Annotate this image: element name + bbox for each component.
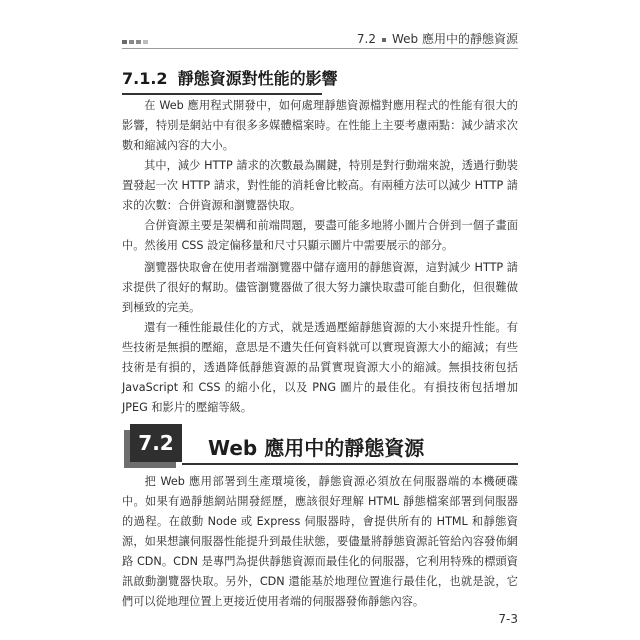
- section-title: 靜態資源對性能的影響: [177, 69, 338, 88]
- section-heading-712: [122, 66, 338, 89]
- section-heading-underline: [122, 93, 322, 95]
- paragraph: 在 Web 應用程式開發中，如何處理靜態資源檔對應用程式的性能有很大的影響，特別是網站中有很多多媒體檔案時。在性能上主要考慮兩點：減少請求次數和縮減內容的大小。: [122, 99, 518, 152]
- paragraph: 把 Web 應用部署到生產環境後，靜態資源必須放在伺服器端的本機硬碟中。如果有過靜態網站開發經歷，應該很好理解 HTML 靜態檔案部署到伺服器的過程。在啟動 Node 或 Express 伺服器時，會提供所有的 HTML 和靜態資源，如果想讓伺服器性能提升到最佳狀態，要儘量將靜態資源託管給內容發佈網路 CDN。CDN 是專門為提供靜態資源而最佳化的伺服器，它利用特殊的標頭資訊啟動瀏覽器快取。另外，CDN 還能基於地理位置進行最佳化，也就是說，它們可以從地理位置上更接近使用者端的伺服器發佈靜態內容。: [122, 475, 518, 608]
- running-header-section-title: Web 應用中的靜態資源: [392, 32, 518, 46]
- running-header-section-number: 7.2: [356, 32, 377, 46]
- section-heading-72: Web 應用中的靜態資源: [208, 436, 425, 460]
- running-header-title: [357, 30, 518, 47]
- section-heading-underline: [182, 463, 518, 465]
- paragraph: 瀏覽器快取會在使用者端瀏覽器中儲存適用的靜態資源，這對減少 HTTP 請求提供了很好的幫助。儘管瀏覽器做了很大努力讓快取盡可能自動化，但很難做到極致的完美。: [122, 261, 518, 314]
- section-number-badge: 7.2: [130, 424, 182, 462]
- separator-square-icon: [382, 38, 386, 42]
- section-number: 7.1.2: [122, 69, 168, 88]
- header-ornament: [122, 40, 148, 44]
- paragraph: 其中，減少 HTTP 請求的次數最為關鍵，特別是對行動端來說，透過行動裝置發起一次 HTTP 請求，對性能的消耗會比較高。有兩種方法可以減少 HTTP 請求的次數：合併資源和瀏覽器快取。: [122, 159, 518, 212]
- header-rule: [122, 48, 518, 49]
- running-header: [122, 28, 518, 48]
- paragraph: 還有一種性能最佳化的方式，就是透過壓縮靜態資源的大小來提升性能。有些技術是無損的壓縮，意思是不遺失任何資料就可以實現資源大小的縮減；有些技術是有損的，透過降低靜態資源的品質實現資源大小的縮減。無損技術包括 JavaScript 和 CSS 的縮小化，以及 PNG 圖片的最佳化。有損技術包括增加 JPEG 和影片的壓縮等級。: [122, 321, 518, 414]
- paragraph: 合併資源主要是架構和前端問題，要盡可能多地將小圖片合併到一個子畫面中。然後用 CSS 設定偏移量和尺寸只顯示圖片中需要展示的部分。: [122, 219, 518, 252]
- page-number: 7-3: [498, 612, 518, 626]
